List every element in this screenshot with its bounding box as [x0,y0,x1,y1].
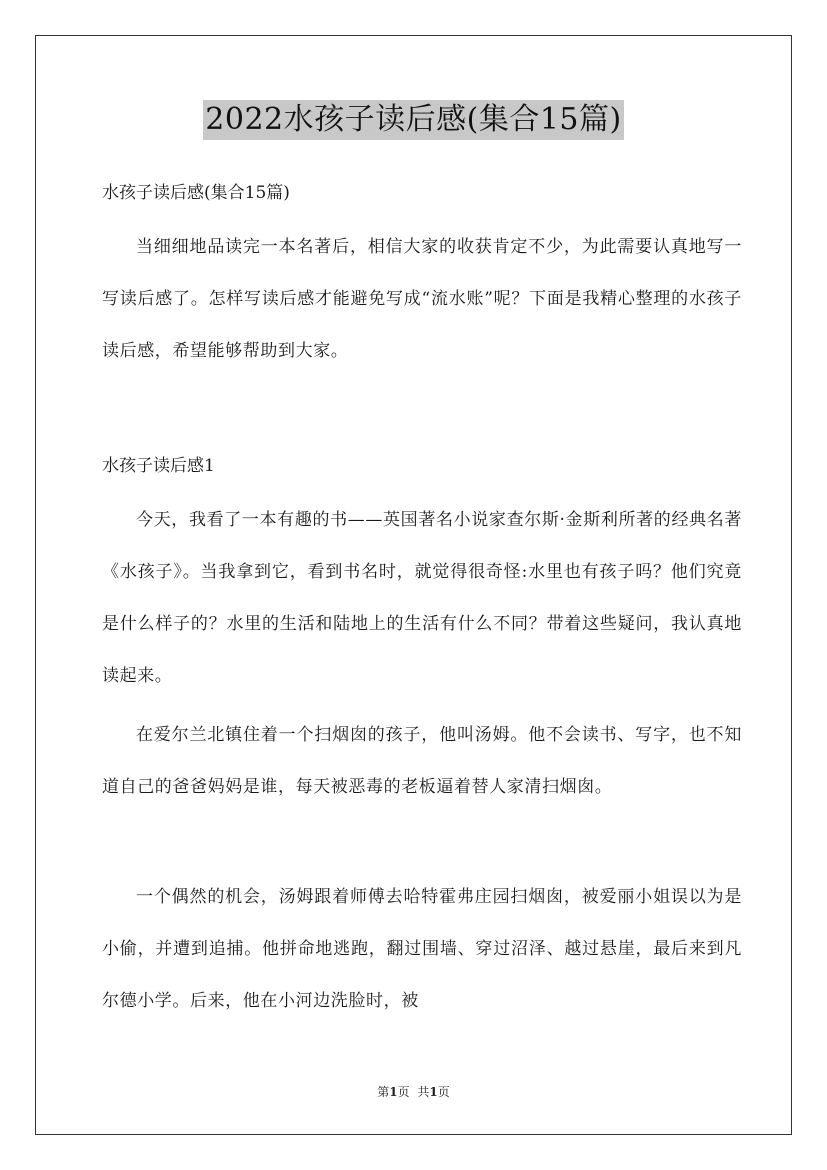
body-paragraph: 今天，我看了一本有趣的书——英国著名小说家查尔斯·金斯利所著的经典名著《水孩子》。当我拿到它，看到书名时，就觉得很奇怪:水里也有孩子吗？他们究竟是什么样子的？水里的生活和陆地上的生活有什么不同？带着这些疑问，我认真地读起来。 [102,510,742,686]
total-suffix: 页 [437,1085,450,1099]
total-prefix: 共 [417,1085,430,1099]
body-paragraph: 一个偶然的机会，汤姆跟着师傅去哈特霍弗庄园扫烟囱，被爱丽小姐误以为是小偷，并遭到追捕。他拼命地逃跑，翻过围墙、穿过沼泽、越过悬崖，最后来到凡尔德小学。后来，他在小河边洗脸时，被 [102,887,742,1011]
intro-paragraph: 当细细地品读完一本名著后，相信大家的收获肯定不少，为此需要认真地写一写读后感了。怎样写读后感才能避免写成“流水账”呢？下面是我精心整理的水孩子读后感，希望能够帮助到大家。 [102,237,742,361]
page-current: 1 [389,1085,398,1099]
page-prefix: 第 [377,1085,390,1099]
body-paragraph: 在爱尔兰北镇住着一个扫烟囱的孩子，他叫汤姆。他不会读书、写字，也不知道自己的爸爸妈妈是谁，每天被恶毒的老板逼着替人家清扫烟囱。 [102,725,742,797]
section-heading: 水孩子读后感1 [102,456,215,476]
document-title: 2022水孩子读后感(集合15篇) [203,100,623,140]
document-subtitle: 水孩子读后感(集合15篇) [102,183,290,203]
page-footer [0,1083,827,1100]
title-container [0,100,827,140]
page-total: 1 [429,1085,438,1099]
page-suffix: 页 [397,1085,410,1099]
